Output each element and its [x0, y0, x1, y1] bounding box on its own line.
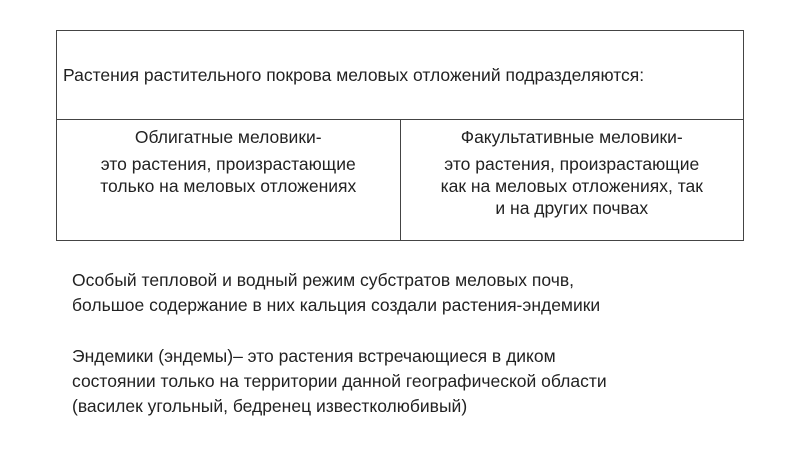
facultative-column [400, 120, 744, 241]
paragraph-endemics-definition [72, 344, 762, 419]
obligate-description-line: это растения, произрастающие [100, 154, 356, 174]
paragraph-line: Эндемики (эндемы)– это растения встречающиеся в диком [72, 346, 556, 366]
obligate-title: Облигатные меловики- [134, 127, 322, 147]
paragraph-line: большое содержание в них кальция создали растения-эндемики [72, 295, 601, 315]
facultative-description [401, 153, 744, 219]
paragraph-line: Особый тепловой и водный режим субстратов меловых почв, [72, 270, 574, 290]
facultative-description-line: это растения, произрастающие [444, 154, 700, 174]
table-header-cell [57, 31, 744, 120]
paragraph-line: состоянии только на территории данной географической области [72, 371, 607, 391]
facultative-title: Факультативные меловики- [460, 127, 683, 147]
facultative-description-line: и на других почвах [495, 198, 649, 218]
obligate-description-line: только на меловых отложениях [100, 176, 357, 196]
facultative-description-line: как на меловых отложениях, так [440, 176, 703, 196]
table-body-row [57, 120, 744, 241]
paragraph-line: (василек угольный, бедренец известколюбивый) [72, 396, 468, 416]
table-header-text: Растения растительного покрова меловых отложений подразделяются: [63, 65, 645, 85]
classification-table [56, 30, 744, 241]
obligate-description [57, 153, 400, 197]
table-header-row [57, 31, 744, 120]
paragraph-soil-regime [72, 268, 762, 318]
obligate-column [57, 120, 401, 241]
